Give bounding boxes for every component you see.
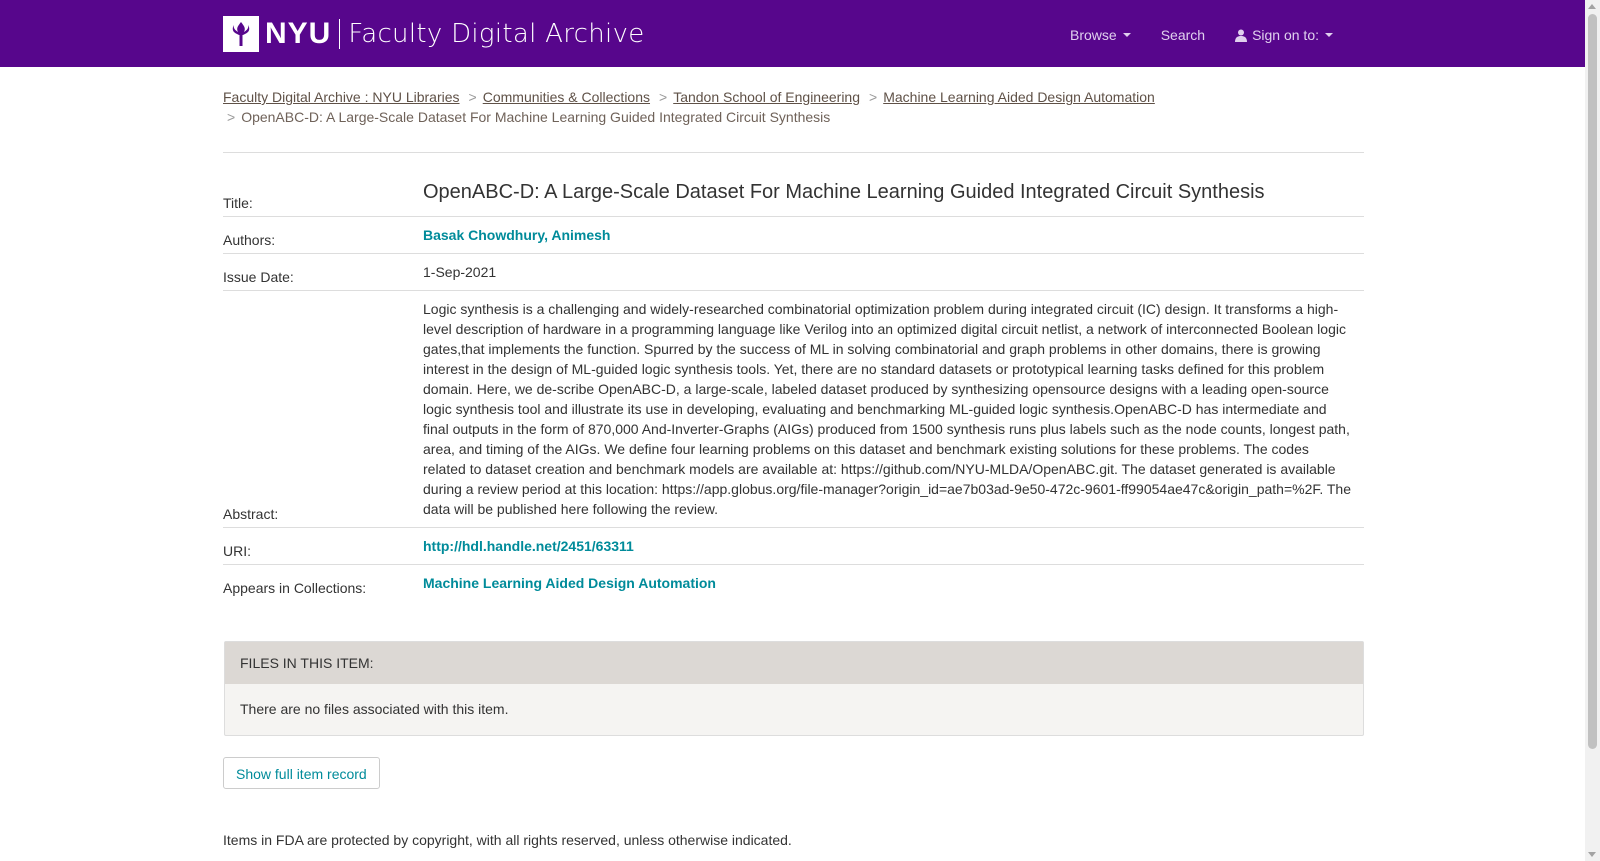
- issue-date-label: Issue Date:: [223, 269, 294, 285]
- search-link[interactable]: Search: [1160, 27, 1206, 43]
- author-link[interactable]: Basak Chowdhury, Animesh: [423, 227, 611, 243]
- browse-dropdown[interactable]: [1055, 27, 1146, 43]
- logo-divider: [339, 19, 340, 49]
- breadcrumb-separator: >: [659, 89, 668, 105]
- authors-row: [223, 216, 1364, 254]
- nav-links: [1055, 27, 1348, 43]
- abstract-label: Abstract:: [223, 506, 279, 522]
- abstract-text: Logic synthesis is a challenging and widely-researched combinatorial optimization problem during integrated circuit (IC) design. It transforms a high-level description of hardware in a programming language like Verilog into an optimized digital circuit netlist, a network of interconnected Boolean logic gates,that implements the function. Spurred by the success of ML in solving combinatorial and graph problems in other domains, there is growing interest in the design of ML-guided logic synthesis tools. Yet, there are no standard datasets or prototypical learning tasks defined for this problem domain. Here, we de-scribe OpenABC-D, a large-scale, labeled dataset produced by synthesizing opensource designs with a leading open-source logic synthesis tool and illustrate its use in developing, evaluating and benchmarking ML-guided logic synthesis.OpenABC-D has intermediate and final outputs in the form of 870,000 And-Inverter-Graphs (AIGs) produced from 1500 synthesis runs plus labels such as the node counts, longest path, area, and timing of the AIGs. We define four learning problems on this dataset and benchmark existing solutions for these problems. The codes related to dataset creation and benchmark models are available at: https://github.com/NYU-MLDA/OpenABC.git. The dataset generated is available during a review period at this location: https://app.globus.org/file-manager?origin_id=ae7b03ad-9e50-472c-9601-ff99054ae47c&origin_path=%2F. The data will be published here following the review.: [423, 301, 1352, 517]
- site-logo[interactable]: [223, 16, 645, 52]
- breadcrumb-current: OpenABC-D: A Large-Scale Dataset For Machine Learning Guided Integrated Circuit Synthesis: [241, 109, 831, 125]
- breadcrumb-separator: >: [468, 89, 477, 105]
- title-label: Title:: [223, 195, 253, 211]
- nyu-wordmark: NYU: [265, 17, 332, 50]
- chevron-down-icon: [1325, 33, 1333, 37]
- collection-link[interactable]: Machine Learning Aided Design Automation: [423, 575, 716, 591]
- breadcrumb: [223, 87, 1364, 127]
- abstract-row: [223, 290, 1364, 528]
- site-name: Faculty Digital Archive: [348, 19, 645, 49]
- breadcrumb-link-collection[interactable]: Machine Learning Aided Design Automation: [883, 89, 1155, 105]
- sign-on-dropdown[interactable]: [1220, 27, 1348, 43]
- uri-row: [223, 527, 1364, 565]
- show-full-record-button[interactable]: Show full item record: [223, 757, 380, 789]
- files-empty-message: There are no files associated with this item.: [240, 701, 509, 717]
- issue-date-value: 1-Sep-2021: [423, 264, 497, 280]
- item-title: OpenABC-D: A Large-Scale Dataset For Machine Learning Guided Integrated Circuit Synthesis: [423, 181, 1265, 203]
- scroll-down-icon[interactable]: [1588, 852, 1596, 857]
- breadcrumb-link-communities[interactable]: Communities & Collections: [482, 89, 651, 105]
- copyright-note: Items in FDA are protected by copyright, with all rights reserved, unless otherwise indicated.: [223, 832, 792, 848]
- chevron-down-icon: [1123, 33, 1131, 37]
- breadcrumb-link-tandon[interactable]: Tandon School of Engineering: [673, 89, 861, 105]
- browse-label: Browse: [1070, 27, 1117, 43]
- top-navbar: [0, 0, 1585, 67]
- uri-link[interactable]: http://hdl.handle.net/2451/63311: [423, 538, 634, 554]
- collections-label: Appears in Collections:: [223, 580, 367, 596]
- breadcrumb-separator: >: [227, 109, 236, 125]
- user-icon: [1235, 29, 1247, 42]
- scroll-up-icon[interactable]: [1588, 4, 1596, 9]
- nyu-torch-icon: [223, 16, 259, 52]
- files-panel-heading: FILES IN THIS ITEM:: [225, 642, 1363, 684]
- collections-row: [223, 564, 1364, 601]
- authors-label: Authors:: [223, 232, 276, 248]
- sign-on-label: Sign on to:: [1252, 27, 1319, 43]
- breadcrumb-link-fda[interactable]: Faculty Digital Archive : NYU Libraries: [223, 89, 460, 105]
- title-row: [223, 173, 1364, 217]
- vertical-scrollbar[interactable]: [1585, 0, 1600, 861]
- scroll-thumb[interactable]: [1588, 14, 1597, 749]
- uri-label: URI:: [223, 543, 251, 559]
- files-panel: [224, 641, 1364, 736]
- divider: [223, 152, 1364, 153]
- breadcrumb-separator: >: [869, 89, 878, 105]
- issue-date-row: [223, 253, 1364, 291]
